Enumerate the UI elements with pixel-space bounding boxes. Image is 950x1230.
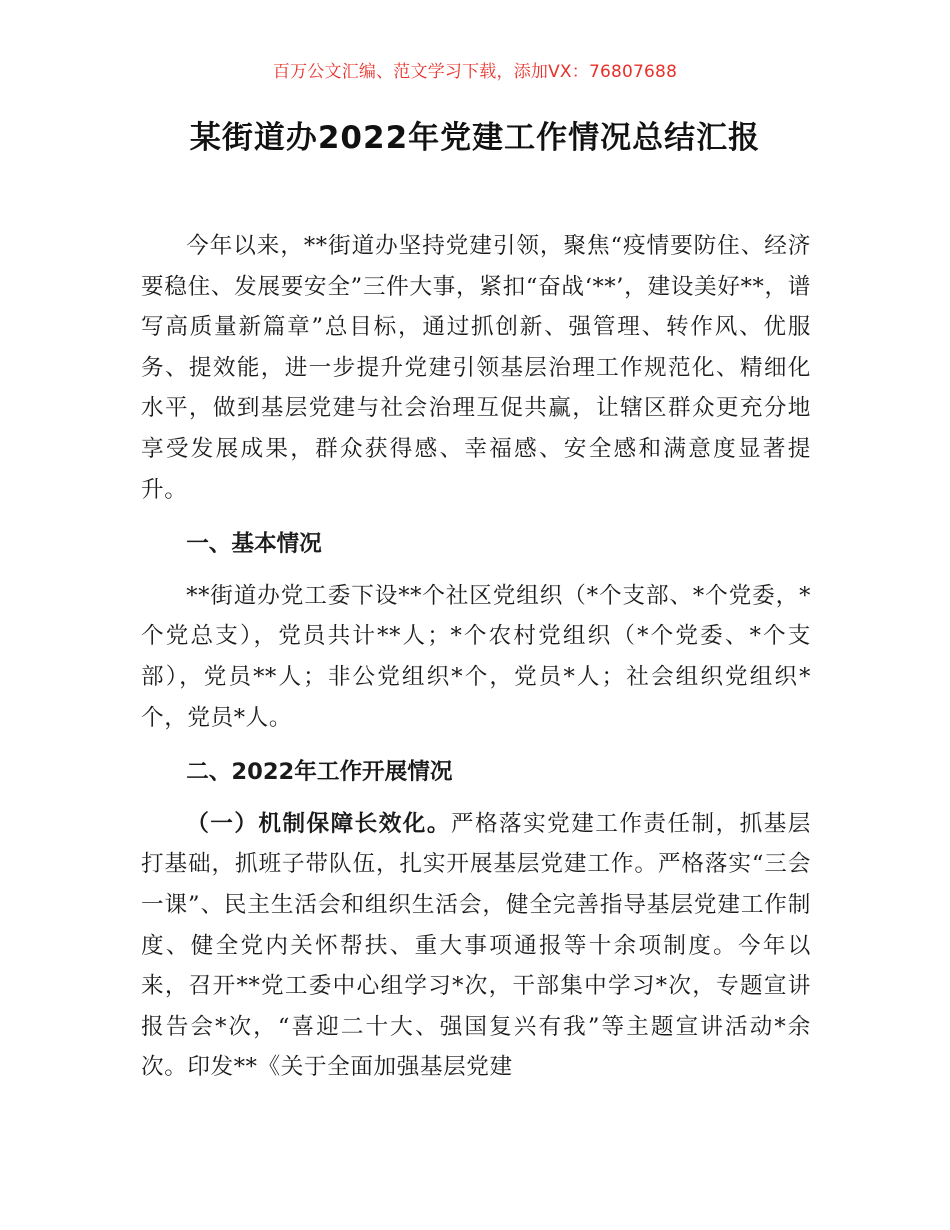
section-heading-basic: 一、基本情况 [186,531,322,558]
mechanism-lead: （一）机制保障长效化。 [186,810,451,837]
mechanism-paragraph [141,804,811,1088]
basic-info-paragraph: **街道办党工委下设**个社区党组织（*个支部、*个党委，*个党总支），党员共计**人；*个农村党组织（*个党委、*个支部），党员**人；非公党组织*个，党员*人；社会组织党组织*个，党员*人。 [141,582,811,731]
document-body [141,226,811,1088]
section-heading-work: 二、2022年工作开展情况 [186,759,453,786]
header-note: 百万公文汇编、范文学习下载，添加VX：76807688 [272,62,678,82]
mechanism-text: 严格落实党建工作责任制，抓基层打基础，抓班子带队伍，扎实开展基层党建工作。严格落实“三会一课”、民主生活会和组织生活会，健全完善指导基层党建工作制度、健全党内关怀帮扶、重大事项通报等十余项制度。今年以来，召开**党工委中心组学习*次，干部集中学习*次，专题宣讲报告会*次，“喜迎二十大、强国复兴有我”等主题宣讲活动*余次。印发**《关于全面加强基层党建 [141,810,812,1081]
intro-paragraph: 今年以来，**街道办坚持党建引领，聚焦“疫情要防住、经济要稳住、发展要安全”三件大事，紧扣“奋战‘**’，建设美好**，谱写高质量新篇章”总目标，通过抓创新、强管理、转作风、优服务、提效能，进一步提升党建引领基层治理工作规范化、精细化水平，做到基层党建与社会治理互促共赢，让辖区群众更充分地享受发展成果，群众获得感、幸福感、安全感和满意度显著提升。 [141,233,811,503]
document-title: 某街道办2022年党建工作情况总结汇报 [189,120,761,156]
